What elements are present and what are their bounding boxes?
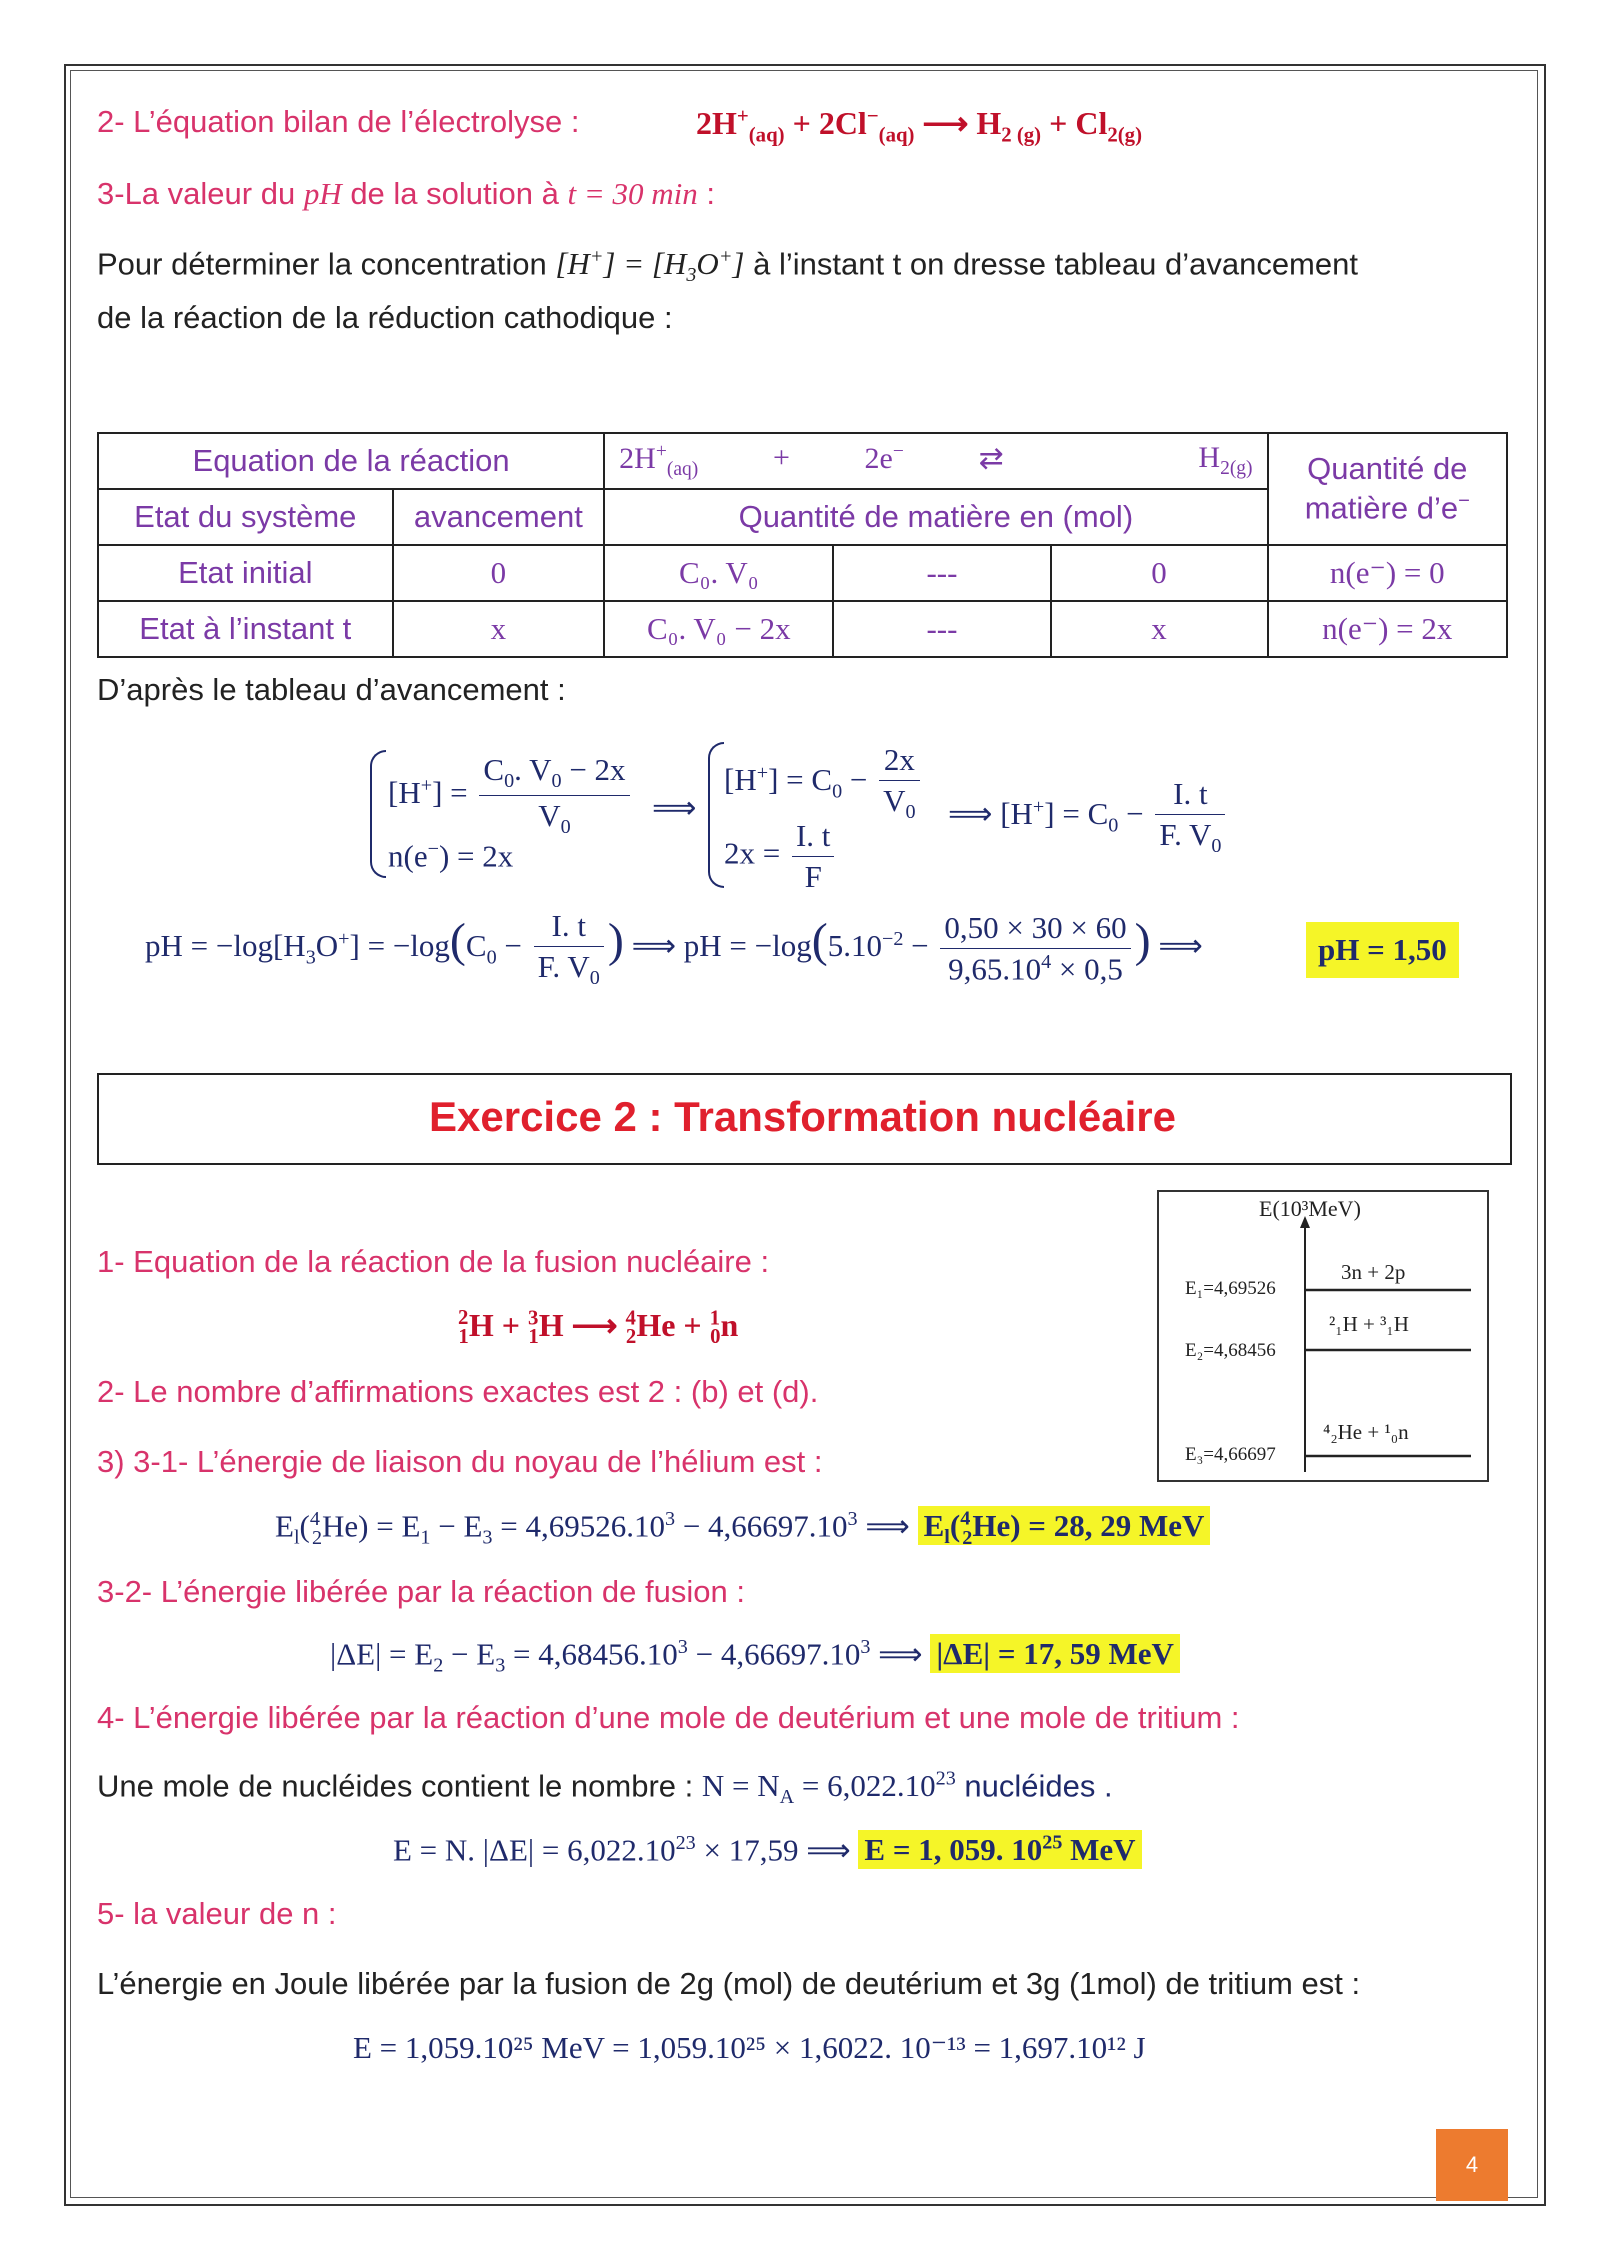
table-cell: n(e⁻) = 2x <box>1268 601 1507 657</box>
released-energy-calc: $|\Delta E| = E_2 - E_3 = 4,68456.10^3 - 4,66697.10^3$ ⟹ |ΔE| = 17, 59 MeV <box>330 1636 1180 1678</box>
table-cell: --- <box>833 601 1050 657</box>
ex2-q32-label: 3-2- L’énergie libérée par la réaction de fusion : <box>97 1574 745 1609</box>
table-cell: n(e⁻) = 0 <box>1268 545 1507 601</box>
system-eq-4: 2x = $\frac{I. t}{F}$ <box>724 818 838 895</box>
energy-axis-label: E(10³MeV) <box>1259 1196 1361 1221</box>
level-label-bottom: ⁴₂He + ¹₀n <box>1323 1420 1409 1444</box>
right-brace <box>708 742 724 888</box>
left-brace <box>370 750 386 878</box>
energy-level-e1: E₁=4,69526 <box>1185 1278 1276 1299</box>
implies-arrow: ⟹ <box>652 790 697 825</box>
table-row-t-label: Etat à l’instant t <box>98 601 393 657</box>
ex2-q1-label: 1- Equation de la réaction de la fusion nucléaire : <box>97 1244 770 1279</box>
binding-energy-calc: $E_l(^4_2He) = E_1 - E_3 = 4,69526.10^3 - 4,66697.10^3$ ⟹ $E_l(^4_2He) = 28$, 29 MeV <box>275 1508 1210 1550</box>
level-label-mid: ²₁H + ³₁H <box>1329 1312 1409 1336</box>
q3-label: 3-La valeur du pH de la solution à t = 30 min : <box>97 176 715 211</box>
q2-label: 2- L’équation bilan de l’électrolyse : <box>97 104 580 139</box>
table-cell: 0 <box>1051 545 1268 601</box>
page-number: 4 <box>1436 2129 1508 2201</box>
intro-line-2: de la réaction de la réduction cathodique : <box>97 300 673 335</box>
intro-line-1: Pour déterminer la concentration $[H^+] = [H_3O^+]$ à l’instant t on dresse tableau d’avancement <box>97 246 1358 287</box>
system-eq-1: [H+] = $\frac{C_0. V_0 - 2x}{V_0}$ <box>388 752 634 839</box>
ph-calculation: pH = $-\log[H_3O^+] = -\log(C_0$ − $\frac{I. t}{F. V_0}$ ) ⟹ pH = $-\log(5.10^{-2}$ − $\frac{0,50 \times 30 \times 60}{9,65.10^4 \times 0,5}$ ) ⟹ <box>145 908 1203 990</box>
system-eq-2: n(e−) = 2x <box>388 838 514 874</box>
ex2-q5-label: 5- la valeur de n : <box>97 1896 337 1931</box>
table-cell: x <box>1051 601 1268 657</box>
ex2-q2-label: 2- Le nombre d’affirmations exactes est 2 : (b) et (d). <box>97 1374 819 1409</box>
dapres-text: D’après le tableau d’avancement : <box>97 672 566 707</box>
ex2-q3-label: 3) 3-1- L’énergie de liaison du noyau de l’hélium est : <box>97 1444 823 1479</box>
energy-level-e3: E₃=4,66697 <box>1185 1444 1276 1465</box>
electrolysis-equation: $2H^+_{(aq)} + 2Cl^-_{(aq)}$ ⟶ $H_{2 (g)} + Cl_{2(g)}$ <box>696 104 1143 147</box>
table-cell: C₀. V₀ <box>604 545 833 601</box>
table-cell: --- <box>833 545 1050 601</box>
final-energy-calc: E = 1,059.10²⁵ MeV = 1,059.10²⁵ × 1,6022. 10⁻¹³ = 1,697.10¹² J <box>353 2030 1146 2065</box>
table-header-equation: Equation de la réaction <box>98 433 604 489</box>
mole-energy-calc: E = N. $|\Delta E| = 6,022.10^{23} \times 17,59$ ⟹ E = 1, 059. $10^{25}$ MeV <box>393 1832 1142 1868</box>
table-header-progress: avancement <box>393 489 605 545</box>
energy-level-e2: E₂=4,68456 <box>1185 1340 1276 1361</box>
table-cell: C₀. V₀ − 2x <box>604 601 833 657</box>
mole-text: Une mole de nucléides contient le nombre : $N = N_A = 6,022.10^{23}$ nucléides . <box>97 1768 1113 1809</box>
fusion-equation: $^2_1$H + $^3_1$H ⟶ $^4_2$He + $^1_0$n <box>458 1306 739 1349</box>
table-cell: x <box>393 601 605 657</box>
level-label-top: 3n + 2p <box>1341 1260 1406 1284</box>
table-row-initial-label: Etat initial <box>98 545 393 601</box>
table-header-electrons: Quantité de matière d’e− <box>1268 433 1507 545</box>
progress-table <box>97 432 1508 658</box>
table-cell: 0 <box>393 545 605 601</box>
system-eq-3: $[H^+] = C_0$ − $\frac{2x}{V_0}$ <box>724 742 924 824</box>
table-header-reaction: $2H^+_{(aq)}$ + 2e− ⇄ $H_{2(g)}$ <box>604 433 1267 489</box>
energy-diagram <box>1157 1190 1489 1482</box>
table-header-quantity: Quantité de matière en (mol) <box>604 489 1267 545</box>
ph-result: pH = 1,50 <box>1306 922 1459 978</box>
h-concentration-result: ⟹ $[H^+] = C_0$ − $\frac{I. t}{F. V_0}$ <box>948 776 1229 858</box>
exercise-2-title: Exercice 2 : Transformation nucléaire <box>429 1093 1176 1140</box>
joule-text: L’énergie en Joule libérée par la fusion de 2g (mol) de deutérium et 3g (1mol) de tritium est : <box>97 1966 1361 2001</box>
ex2-q4-label: 4- L’énergie libérée par la réaction d’une mole de deutérium et une mole de tritium : <box>97 1700 1240 1735</box>
table-header-state: Etat du système <box>98 489 393 545</box>
